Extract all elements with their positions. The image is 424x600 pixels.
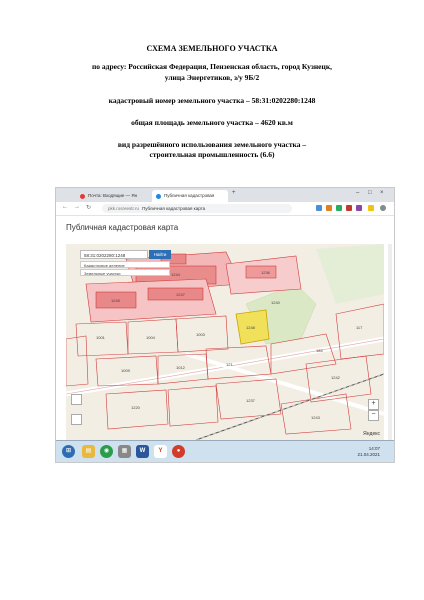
- profile-icon[interactable]: [380, 205, 386, 211]
- parcel-label: 121: [226, 362, 233, 367]
- reload-icon[interactable]: ↻: [86, 205, 92, 211]
- map-search-button[interactable]: Найти: [149, 250, 171, 259]
- extension-icon[interactable]: [326, 205, 332, 211]
- new-tab-button[interactable]: +: [232, 190, 236, 196]
- url-title: Публичная кадастровая карта: [142, 206, 206, 211]
- embedded-screenshot: [55, 187, 395, 463]
- files-icon[interactable]: ▦: [118, 445, 131, 458]
- address-bar: [56, 202, 394, 216]
- zoom-in-button[interactable]: +: [368, 399, 379, 410]
- extension-icon[interactable]: [316, 205, 322, 211]
- map-watermark: Яндекс: [363, 431, 380, 437]
- parcel-label: 1237: [246, 398, 255, 403]
- tab-mail[interactable]: [76, 190, 150, 202]
- close-icon[interactable]: ×: [380, 190, 384, 196]
- parcel-label: 1012: [176, 365, 185, 370]
- parcel-label: 1220: [131, 405, 140, 410]
- windows-taskbar: [56, 440, 394, 463]
- page-scrollbar[interactable]: [388, 244, 392, 440]
- parcel-label: 1242: [331, 375, 340, 380]
- cadastral-icon: [156, 194, 161, 199]
- mail-icon: [80, 194, 85, 199]
- parcel-label: 1245: [111, 298, 120, 303]
- url-field[interactable]: [102, 204, 292, 213]
- parcel-label: 1004: [146, 335, 155, 340]
- start-orb-icon[interactable]: ⊞: [62, 445, 75, 458]
- parcel-label: 1248: [246, 325, 255, 330]
- parcel-label: 1240: [271, 300, 280, 305]
- url-host: pkk.rosreestr.ru: [108, 206, 140, 211]
- map-search-input[interactable]: 58:31:0202280:1248: [80, 250, 148, 259]
- cadastral-number: кадастровый номер земельного участка – 58:31:0202280:1248: [108, 96, 316, 105]
- map-layer-row[interactable]: Кадастровое деление: [80, 261, 170, 268]
- parcel-label: 1003: [196, 332, 205, 337]
- maximize-icon[interactable]: □: [368, 190, 372, 196]
- clock-time: 14:07: [368, 446, 380, 451]
- forward-icon[interactable]: →: [74, 204, 80, 210]
- tab-label: Публичная кадастровая: [164, 193, 215, 198]
- parcel-label: 117: [356, 325, 363, 330]
- document-title: СХЕМА ЗЕМЕЛЬНОГО УЧАСТКА: [146, 44, 278, 53]
- map-layer-row[interactable]: Земельные участки: [80, 269, 170, 276]
- clock-date: 21.04.2021: [357, 452, 380, 457]
- layers-icon[interactable]: [71, 414, 82, 425]
- zoom-out-button[interactable]: −: [368, 410, 379, 421]
- browser-tab-bar: [56, 188, 394, 202]
- extension-icon[interactable]: [346, 205, 352, 211]
- map-tools-icon[interactable]: [71, 394, 82, 405]
- back-icon[interactable]: ←: [62, 204, 68, 210]
- address-line-2: улица Энергетиков, з/у 9Б/2: [164, 73, 260, 82]
- bookmark-icon[interactable]: [368, 205, 374, 211]
- parcel-label: 1244: [171, 272, 180, 277]
- extension-icon[interactable]: [336, 205, 342, 211]
- yandex-icon[interactable]: Y: [154, 445, 167, 458]
- extension-icon[interactable]: [356, 205, 362, 211]
- parcel-label: 1009: [121, 368, 130, 373]
- minimize-icon[interactable]: –: [356, 190, 360, 196]
- parcel-label: 1236: [261, 270, 270, 275]
- address-line-1: по адресу: Российская Федерация, Пензенская область, город Кузнецк,: [91, 62, 333, 71]
- chrome-icon[interactable]: ◉: [100, 445, 113, 458]
- parcel-label: 1001: [96, 335, 105, 340]
- explorer-icon[interactable]: ▤: [82, 445, 95, 458]
- browser-icon[interactable]: ●: [172, 445, 185, 458]
- tab-label: Почта: Входящие — Ян: [88, 193, 138, 198]
- parcel-label: 1243: [311, 415, 320, 420]
- parcel-label: 1247: [176, 292, 185, 297]
- taskbar-clock[interactable]: [357, 446, 380, 458]
- page-title: Публичная кадастровая карта: [66, 223, 179, 232]
- area-line: общая площадь земельного участка – 4620 кв.м: [131, 118, 293, 127]
- tab-cadastral[interactable]: [152, 190, 228, 202]
- cadastral-map[interactable]: [66, 244, 384, 440]
- use-line-2: строительная промышленность (6.6): [149, 150, 275, 159]
- page-header: [56, 216, 394, 242]
- parcel-label: 185: [316, 348, 323, 353]
- word-icon[interactable]: W: [136, 445, 149, 458]
- use-line-1: вид разрешённого использования земельного участка –: [117, 140, 307, 149]
